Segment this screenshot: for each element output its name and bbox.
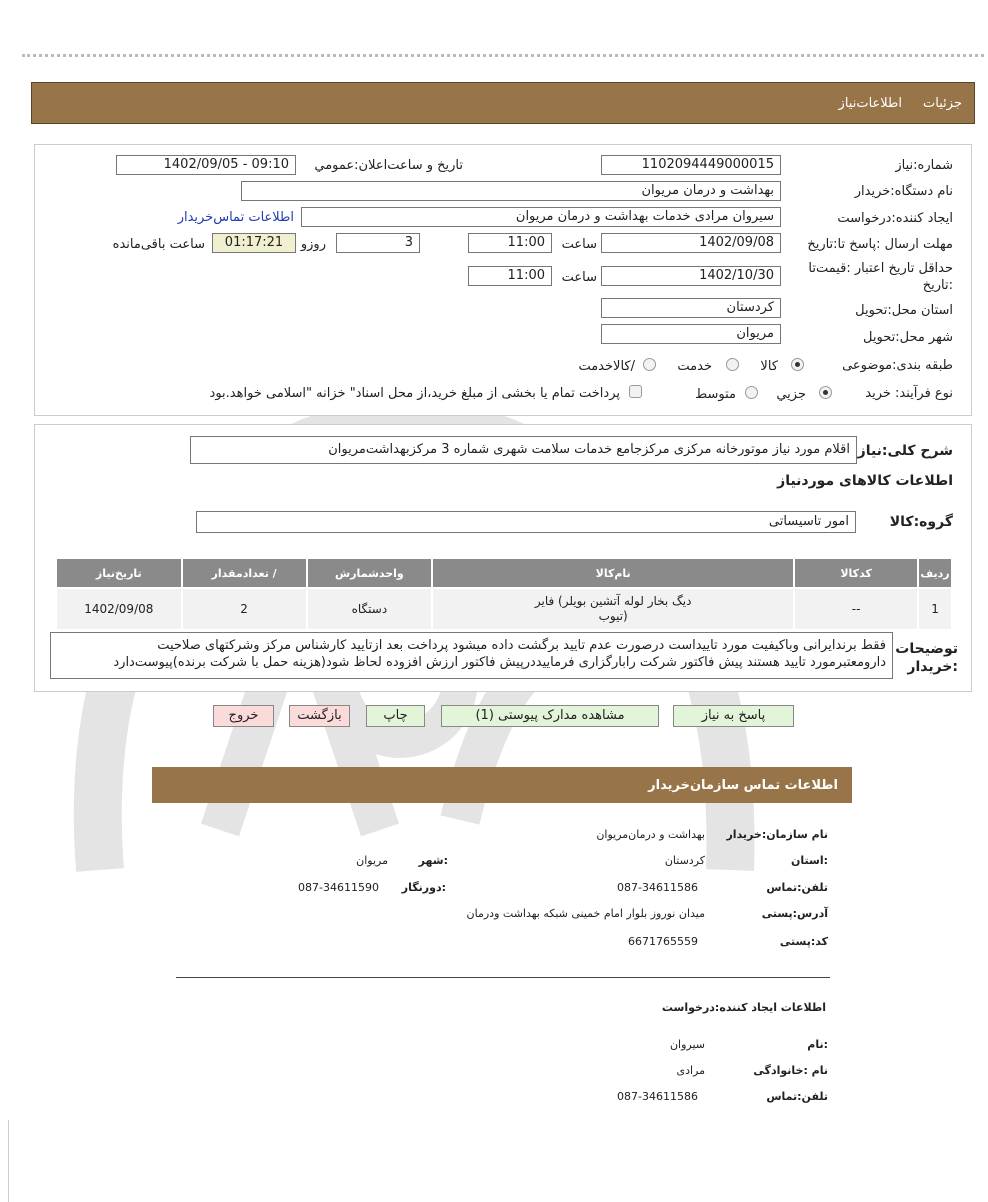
creator-field: سیروان مرادی خدمات بهداشت و درمان مریوان [301,207,781,227]
send-time-label: ساعت [561,237,597,252]
announce-label: تاریخ و ساعت‌اعلان:عمومي [314,158,463,173]
cell-row: 1 [918,588,952,630]
buyer-notes-label: توضیحات :خریدار [895,641,958,675]
process-partial-radio[interactable] [819,386,832,399]
announce-datetime-field: 1402/09/05 - 09:10 [116,155,296,175]
contact-postal-value: 6671765559 [628,935,698,948]
contact-address-value: میدان نوروز بلوار امام خمینی شبکه بهداشت ودرمان [466,907,705,920]
contact-phone-value: 087-34611586 [617,881,698,894]
contact-phone-label: تلفن:تماس [766,881,828,894]
validity-label-2: :تاریخ [922,278,953,293]
contact-divider [176,977,830,978]
contact-postal-label: کد:پستی [779,935,828,948]
contact-fax-value: 087-34611590 [298,881,379,894]
buyer-contact-link[interactable]: اطلاعات تماس‌خریدار [177,210,294,225]
back-button[interactable]: بازگشت [289,705,350,727]
category-goods-service-label: /کالاخدمت [578,359,635,374]
top-dotted-divider [22,54,984,57]
buyer-org-label: نام دستگاه:خریدار [854,184,953,199]
contact-org-label: نام سازمان:خریدار [726,828,828,841]
summary-field: اقلام مورد نیاز موتورخانه مرکزی مرکزجامع خدمات سلامت شهری شماره 3 مرکزبهداشت‌مریوان [190,436,857,464]
creator-info-title: اطلاعات ایجاد کننده:درخواست [661,1001,826,1014]
creator-name-value: سیروان [669,1038,705,1051]
buyer-notes-field [50,632,893,679]
province-field: کردستان [601,298,781,318]
category-goods-radio[interactable] [791,358,804,371]
process-label: نوع فرآیند: خرید [865,386,953,401]
contact-org-value: بهداشت و درمان‌مریوان [596,828,705,841]
reply-button[interactable]: پاسخ به نیاز [673,705,794,727]
buyer-contact-title: اطلاعات تماس سازمان‌خریدار [648,778,838,793]
goods-group-field: امور تاسیساتی [196,511,856,533]
category-service-radio[interactable] [726,358,739,371]
buyer-contact-header [152,767,852,803]
creator-phone-label: تلفن:تماس [766,1090,828,1103]
province-label: استان محل:تحویل [855,303,953,318]
goods-table-header [56,558,952,588]
category-service-label: خدمت [677,359,712,374]
print-button[interactable]: چاپ [366,705,425,727]
creator-family-value: مرادی [676,1064,705,1077]
cell-unit: دستگاه [307,588,433,630]
cell-name: دیگ بخار لوله آتشین بویلر) فایر (تیوب [432,588,794,630]
process-medium-label: متوسط [695,387,736,402]
creator-phone-value: 087-34611586 [617,1090,698,1103]
cell-quantity: 2 [182,588,307,630]
contact-city-label: :شهر [418,854,448,867]
summary-label: شرح کلی:نیاز [857,443,953,459]
col-need-date: تاریخ‌نیاز [56,558,182,588]
buyer-org-field: بهداشت و درمان مریوان [241,181,781,201]
creator-family-label: نام :خانوادگی [753,1064,828,1077]
send-deadline-label: مهلت ارسال :پاسخ تا:تاریخ [807,237,953,252]
need-number-label: شماره:نیاز [895,158,953,173]
col-code: کدکالا [794,558,918,588]
col-row: ردیف [918,558,952,588]
buyer-notes-line-2: دارومعتبرمورد تایید هستند پیش فاکتور شرکت رابارگزاری فرمایید‌درپیش فاکتور ارزش افزوده لحاظ شود(هزینه حمل با شرکت برنده)پیوست‌دارد [113,655,886,670]
contact-address-label: آدرس:پستی [761,907,828,920]
send-time-field: 11:00 [468,233,552,253]
goods-table [55,557,953,631]
process-partial-label: جزیي [776,387,806,402]
category-goods-label: کالا [760,359,778,374]
treasury-payment-checkbox[interactable] [629,385,642,398]
city-label: شهر محل:تحویل [863,330,953,345]
buyer-notes-line-1: فقط برندایرانی وباکیفیت مورد تاییداست درصورت عدم تایید برگشت داده میشود پرداخت بعد ازتایید کارشناس مرکز وشرکتهای صلاحیت [157,638,886,653]
validity-time-label: ساعت [561,270,597,285]
contact-city-value: مریوان [356,854,388,867]
need-number-field: 1102094449000015 [601,155,781,175]
contact-province-label: :استان [791,854,828,867]
validity-date-field: 1402/10/30 [601,266,781,286]
exit-button[interactable]: خروج [213,705,274,727]
days-field: 3 [336,233,420,253]
category-label: طبقه بندی:موضوعی [842,358,953,373]
validity-time-field: 11:00 [468,266,552,286]
cell-need-date: 1402/09/08 [56,588,182,630]
col-name: نام‌کالا [432,558,794,588]
view-attachments-button[interactable]: مشاهده مدارک پیوستی (1) [441,705,659,727]
remaining-label: ساعت باقی‌مانده [112,237,205,252]
treasury-payment-note: پرداخت تمام یا بخشی از مبلغ خرید،از محل اسناد" خزانه "اسلامی خواهد.بود [209,386,620,401]
page-titlebar [31,82,975,124]
col-unit: واحدشمارش [307,558,433,588]
send-date-field: 1402/09/08 [601,233,781,253]
cell-code: -- [794,588,918,630]
validity-label-1: حداقل تاریخ اعتبار :قیمت‌تا [808,261,953,276]
goods-group-label: گروه:کالا [889,514,953,530]
days-label: روزو [300,237,326,252]
left-border-line [8,1120,9,1202]
creator-label: ایجاد کننده:درخواست [837,211,953,226]
process-medium-radio[interactable] [745,386,758,399]
col-quantity: / تعدادمقدار [182,558,307,588]
tab-details[interactable]: جزئیات [923,96,962,111]
creator-name-label: :نام [807,1038,828,1051]
goods-info-title: اطلاعات کالاهای مورد‌نیاز [777,473,953,489]
tab-need-info[interactable]: اطلاعات‌نیاز [838,96,902,111]
city-field: مریوان [601,324,781,344]
contact-fax-label: :دورنگار [401,881,446,894]
table-row [56,588,952,630]
category-goods-service-radio[interactable] [643,358,656,371]
remaining-time-field: 01:17:21 [212,233,296,253]
contact-province-value: کردستان [664,854,705,867]
